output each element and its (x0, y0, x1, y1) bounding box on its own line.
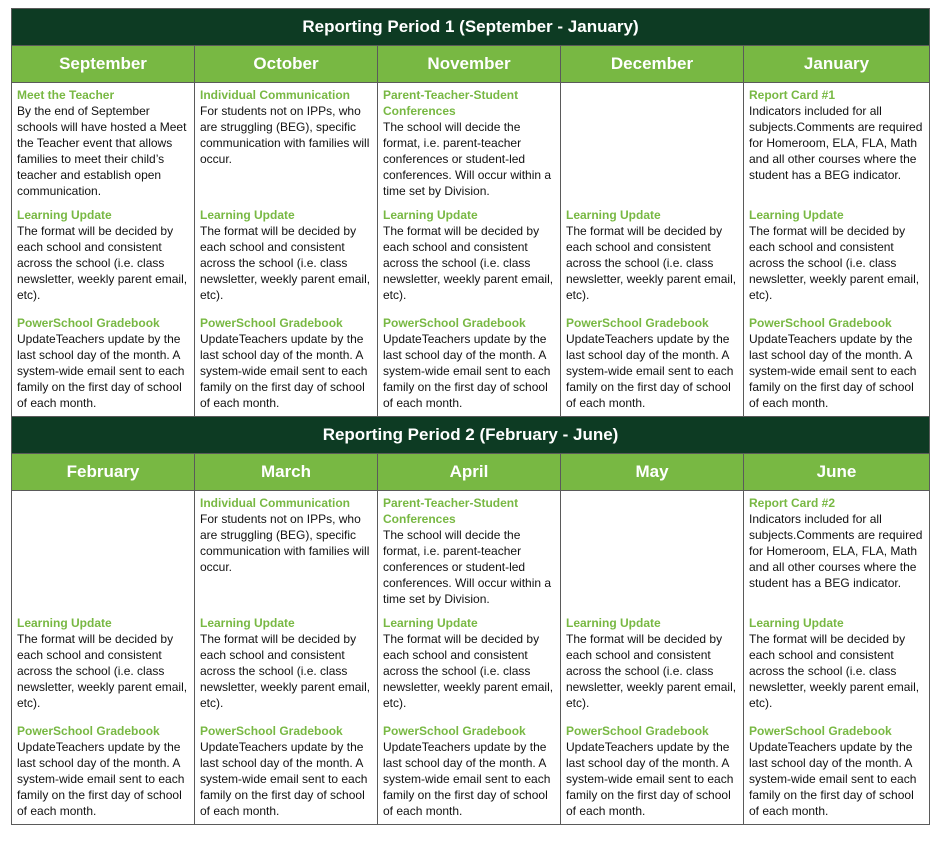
event-text: By the end of September schools will have hosted a Meet the Teacher event that allows families to meet their child’s teacher and establish open communication. (17, 104, 187, 198)
gradebook-text: UpdateTeachers update by the last school day of the month. A system-wide email sent to each family on the first day of school of each month. (383, 740, 551, 818)
gradebook-heading: PowerSchool Gradebook (383, 724, 526, 738)
learning-update-heading: Learning Update (749, 208, 844, 222)
period-header-row (12, 417, 930, 454)
gradebook-block (383, 315, 556, 411)
content-row (12, 491, 930, 825)
event-block (566, 495, 739, 615)
month-cell (12, 491, 195, 825)
learning-update-heading: Learning Update (383, 616, 478, 630)
month-header: February (12, 454, 195, 491)
gradebook-text: UpdateTeachers update by the last school day of the month. A system-wide email sent to each family on the first day of school of each month. (566, 740, 734, 818)
event-block (17, 87, 190, 207)
learning-update-heading: Learning Update (566, 616, 661, 630)
learning-update-block (200, 207, 373, 315)
learning-update-block (17, 207, 190, 315)
event-text: Indicators included for all subjects.Comments are required for Homeroom, ELA, FLA, Math and all other courses where the student has a BEG indicator. (749, 512, 923, 590)
learning-update-block (383, 207, 556, 315)
gradebook-block (17, 315, 190, 411)
gradebook-text: UpdateTeachers update by the last school day of the month. A system-wide email sent to each family on the first day of school of each month. (17, 332, 185, 410)
month-header: December (561, 46, 744, 83)
gradebook-block (17, 723, 190, 819)
gradebook-heading: PowerSchool Gradebook (749, 724, 892, 738)
learning-update-block (383, 615, 556, 723)
event-heading: Individual Communication (200, 496, 351, 510)
event-block (749, 87, 925, 207)
reporting-calendar (11, 8, 929, 825)
learning-update-block (566, 207, 739, 315)
month-cell (12, 83, 195, 417)
month-header: June (744, 454, 930, 491)
event-text: For students not on IPPs, who are struggling (BEG), specific communication with families will occur. (200, 512, 370, 574)
content-row (12, 83, 930, 417)
month-header-row (12, 46, 930, 83)
learning-update-text: The format will be decided by each school and consistent across the school (i.e. class newsletter, weekly parent email, etc). (200, 632, 371, 710)
month-header: March (195, 454, 378, 491)
learning-update-heading: Learning Update (17, 208, 112, 222)
event-block (200, 495, 373, 615)
month-header: October (195, 46, 378, 83)
period-header-row (12, 9, 930, 46)
event-text: Indicators included for all subjects.Comments are required for Homeroom, ELA, FLA, Math and all other courses where the student has a BEG indicator. (749, 104, 923, 182)
learning-update-text: The format will be decided by each school and consistent across the school (i.e. class newsletter, weekly parent email, etc). (17, 224, 188, 302)
period-title: Reporting Period 1 (September - January) (12, 9, 930, 46)
month-cell (378, 491, 561, 825)
month-header: November (378, 46, 561, 83)
event-block (383, 87, 556, 207)
gradebook-block (749, 723, 925, 819)
learning-update-heading: Learning Update (200, 616, 295, 630)
gradebook-heading: PowerSchool Gradebook (383, 316, 526, 330)
event-block (200, 87, 373, 207)
learning-update-text: The format will be decided by each school and consistent across the school (i.e. class newsletter, weekly parent email, etc). (749, 632, 920, 710)
learning-update-block (17, 615, 190, 723)
learning-update-block (566, 615, 739, 723)
gradebook-heading: PowerSchool Gradebook (200, 316, 343, 330)
gradebook-heading: PowerSchool Gradebook (17, 316, 160, 330)
gradebook-heading: PowerSchool Gradebook (749, 316, 892, 330)
month-header: May (561, 454, 744, 491)
gradebook-block (383, 723, 556, 819)
learning-update-text: The format will be decided by each school and consistent across the school (i.e. class newsletter, weekly parent email, etc). (749, 224, 920, 302)
event-heading: Individual Communication (200, 88, 351, 102)
event-text: For students not on IPPs, who are struggling (BEG), specific communication with families will occur. (200, 104, 370, 166)
learning-update-heading: Learning Update (566, 208, 661, 222)
period-title: Reporting Period 2 (February - June) (12, 417, 930, 454)
learning-update-text: The format will be decided by each school and consistent across the school (i.e. class newsletter, weekly parent email, etc). (383, 224, 554, 302)
gradebook-heading: PowerSchool Gradebook (566, 724, 709, 738)
learning-update-heading: Learning Update (17, 616, 112, 630)
gradebook-block (200, 315, 373, 411)
event-text: The school will decide the format, i.e. parent-teacher conferences or student-led conferences. Will occur within a time set by Division. (383, 528, 552, 606)
month-cell (561, 83, 744, 417)
gradebook-heading: PowerSchool Gradebook (17, 724, 160, 738)
reporting-table (11, 8, 930, 825)
learning-update-text: The format will be decided by each school and consistent across the school (i.e. class newsletter, weekly parent email, etc). (383, 632, 554, 710)
event-heading: Meet the Teacher (17, 88, 115, 102)
gradebook-text: UpdateTeachers update by the last school day of the month. A system-wide email sent to each family on the first day of school of each month. (749, 332, 917, 410)
month-header: January (744, 46, 930, 83)
gradebook-block (566, 315, 739, 411)
month-header: September (12, 46, 195, 83)
month-cell (744, 83, 930, 417)
month-cell (744, 491, 930, 825)
learning-update-text: The format will be decided by each school and consistent across the school (i.e. class newsletter, weekly parent email, etc). (566, 224, 737, 302)
event-heading: Report Card #1 (749, 88, 836, 102)
month-cell (561, 491, 744, 825)
gradebook-text: UpdateTeachers update by the last school day of the month. A system-wide email sent to each family on the first day of school of each month. (200, 740, 368, 818)
gradebook-text: UpdateTeachers update by the last school day of the month. A system-wide email sent to each family on the first day of school of each month. (17, 740, 185, 818)
gradebook-block (749, 315, 925, 411)
gradebook-block (200, 723, 373, 819)
month-cell (195, 83, 378, 417)
gradebook-text: UpdateTeachers update by the last school day of the month. A system-wide email sent to each family on the first day of school of each month. (566, 332, 734, 410)
learning-update-text: The format will be decided by each school and consistent across the school (i.e. class newsletter, weekly parent email, etc). (566, 632, 737, 710)
month-header: April (378, 454, 561, 491)
learning-update-heading: Learning Update (200, 208, 295, 222)
gradebook-block (566, 723, 739, 819)
gradebook-heading: PowerSchool Gradebook (200, 724, 343, 738)
learning-update-text: The format will be decided by each school and consistent across the school (i.e. class newsletter, weekly parent email, etc). (200, 224, 371, 302)
gradebook-heading: PowerSchool Gradebook (566, 316, 709, 330)
learning-update-block (749, 615, 925, 723)
gradebook-text: UpdateTeachers update by the last school day of the month. A system-wide email sent to each family on the first day of school of each month. (200, 332, 368, 410)
event-block (17, 495, 190, 615)
event-heading: Report Card #2 (749, 496, 836, 510)
event-heading: Parent-Teacher-Student Conferences (383, 88, 519, 118)
learning-update-block (200, 615, 373, 723)
event-block (749, 495, 925, 615)
event-block (566, 87, 739, 207)
event-heading: Parent-Teacher-Student Conferences (383, 496, 519, 526)
learning-update-block (749, 207, 925, 315)
gradebook-text: UpdateTeachers update by the last school day of the month. A system-wide email sent to each family on the first day of school of each month. (383, 332, 551, 410)
learning-update-heading: Learning Update (749, 616, 844, 630)
event-text: The school will decide the format, i.e. parent-teacher conferences or student-led conferences. Will occur within a time set by Division. (383, 120, 552, 198)
month-cell (378, 83, 561, 417)
event-block (383, 495, 556, 615)
gradebook-text: UpdateTeachers update by the last school day of the month. A system-wide email sent to each family on the first day of school of each month. (749, 740, 917, 818)
month-cell (195, 491, 378, 825)
learning-update-text: The format will be decided by each school and consistent across the school (i.e. class newsletter, weekly parent email, etc). (17, 632, 188, 710)
learning-update-heading: Learning Update (383, 208, 478, 222)
month-header-row (12, 454, 930, 491)
